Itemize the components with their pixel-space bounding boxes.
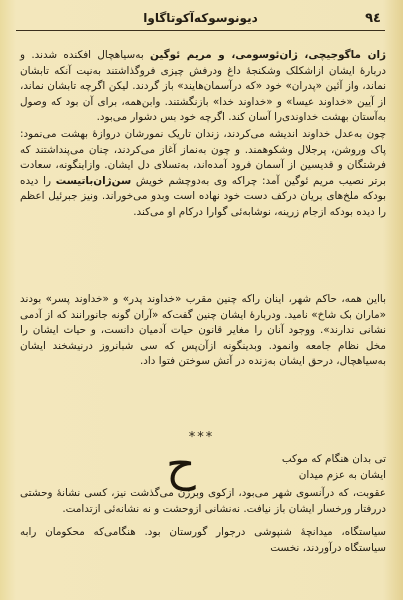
paragraph-bold-lead: سن‌ژان‌باتیست	[55, 174, 132, 187]
paragraph	[20, 127, 386, 221]
paragraph	[20, 292, 386, 370]
paragraph-text: چون به‌عدل خداوند اندیشه می‌کردند، زندان تاریک نمورشان دروازهٔ بهشت می‌نمود: پاک وروشن، پرجلال وشکوهمند. و چون به‌نماز آغاز می‌کردند، چنان می‌پنداشتند که فرشتگان و قدیسین از آسمان فرود آمده‌اند، به‌تسلای دل ایشان. وازاینگونه، سعادت برتر نصیب مریم ئوگین آمد: چراکه وی به‌دوچشم خویش	[20, 127, 386, 187]
paragraph	[20, 525, 386, 556]
paragraph-text: را دیده بودکه ملخ‌های بریان درکف دست خود نهاده است وبدو می‌خوراند. ونیز جبرئیل اعظم را دیده بودکه ازجام زرینه، نوشابه‌ئی گوارا درکام او می‌کند.	[20, 174, 386, 218]
body-text-middle	[20, 292, 386, 370]
running-title: دیونوسوکه‌آکوتاگاوا	[143, 11, 258, 25]
drop-line: ایشان به عزم میدان	[298, 468, 386, 481]
paragraph	[20, 48, 386, 126]
page-header	[16, 8, 385, 31]
paragraph	[20, 486, 386, 517]
drop-line: تی بدان هنگام که موکب	[281, 453, 386, 465]
paragraph-text: به‌سیاهچال افکنده شدند. و دربارهٔ ایشان ازاشکلک وشکنجهٔ داغ ودرفش چیزی فروگذاشتند به‌نیت آنکه تابشان نماند، واز آئین «پدران» خود «که درآسمان‌هایند» باز گردند. لیکن اگرچه تابشان نماند، از آیین «خداوند عیسا» و «خداوند خدا» بازنگشتند. وابن‌همه، برای آن بود که وصول به‌آستان بهشت خداوندی‌را آسان کند. اگرچه خود بس دشوار می‌بود.	[20, 49, 386, 124]
paragraph-bold-lead: ژان ماگوجیچی، ژان‌ئوسومی، و مریم ئوگین	[150, 49, 387, 61]
paragraph-text: عقوبت، که درآنسوی شهر می‌بود، ازکوی وبرزن می‌گذشت نیز، کسی نشانهٔ وحشتی دررفتار ورخسار ایشان باز نیافت. نه‌نشانی ازوحشت و نه نشانه‌ئی ازتدامت.	[20, 487, 386, 515]
body-text-top	[20, 48, 386, 221]
body-text-bottom	[20, 486, 386, 556]
drop-cap: ح	[166, 437, 196, 491]
section-separator: ***	[188, 430, 215, 445]
page-number: ٩٤	[365, 11, 381, 26]
drop-cap-lines	[226, 452, 386, 483]
paragraph-text: سیاستگاه، میدانچهٔ شنپوشی درجوار گورستان بود. هنگامی‌که محکومان رابه سیاستگاه درآوردند، نخست	[20, 526, 386, 554]
paragraph-text: بااین همه، حاکم شهر، اینان راکه چنین مقرب «خداوند پدر» و «خداوند پسر» بودند «ماران بک شاخ» نامید. ودربارهٔ ایشان چنین گفت‌که «آران گونه جانورانند که از آدمی نشانی ندارند». ووجود آنان را مغایر قانون حیات آدمیان دانست، و حیات ایشان را مخل نظام جامعه وانمود. وبدینگونه ازآن‌پس که سی شبانروز درنیشخند ایشان به‌سیاهچال، درحق ایشان به‌زنده در آتش سوختن فتوا داد.	[20, 293, 386, 368]
